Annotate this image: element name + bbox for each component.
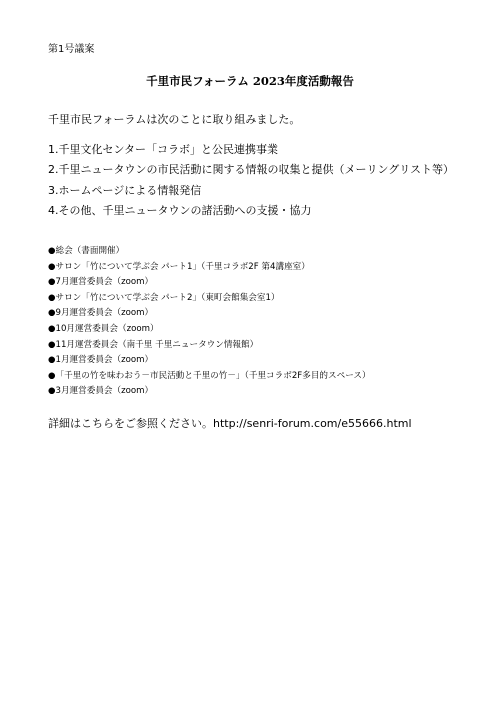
activity-item: 1.千里文化センター「コラボ」と公民連携事業	[48, 143, 279, 156]
event-item: ●総会（書面開催）	[48, 246, 125, 256]
event-item: ●7月運営委員会（zoom）	[48, 277, 154, 288]
activity-item: 3.ホームページによる情報発信	[48, 183, 202, 197]
agenda-number: 第1号議案	[48, 44, 95, 55]
event-item: ●11月運営委員会（南千里 千里ニュータウン情報館）	[48, 339, 259, 350]
activities-list	[48, 143, 454, 224]
event-item: ●1月運営委員会（zoom）	[48, 355, 154, 366]
intro-text: 千里市民フォーラムは次のことに取り組みました。	[48, 113, 301, 126]
event-item: ●サロン「竹について学ぶ会 パート2」（東町会館集会室1）	[48, 292, 280, 303]
page-title: 千里市民フォーラム 2023年度活動報告	[146, 74, 354, 88]
event-item: ●3月運営委員会（zoom）	[48, 386, 154, 397]
event-item: ●10月運営委員会（zoom）	[48, 323, 159, 334]
events-list	[48, 246, 371, 402]
event-item: ●サロン「竹について学ぶ会 パート1」（千里コラボ2F 第4講座室）	[48, 261, 310, 272]
event-item: ●9月運営委員会（zoom）	[48, 308, 154, 319]
activity-item: 2.千里ニュータウンの市民活動に関する情報の収集と提供（メーリングリスト等）	[48, 163, 455, 177]
activity-item: 4.その他、千里ニュータウンの諸活動への支援・協力	[48, 203, 312, 217]
event-item: ●「千里の竹を味わおう－市民活動と千里の竹－」（千里コラボ2F多目的スペース）	[48, 370, 371, 381]
details-link-text: 詳細はこちらをご参照ください。http://senri-forum.com/e55666.html	[48, 417, 412, 430]
